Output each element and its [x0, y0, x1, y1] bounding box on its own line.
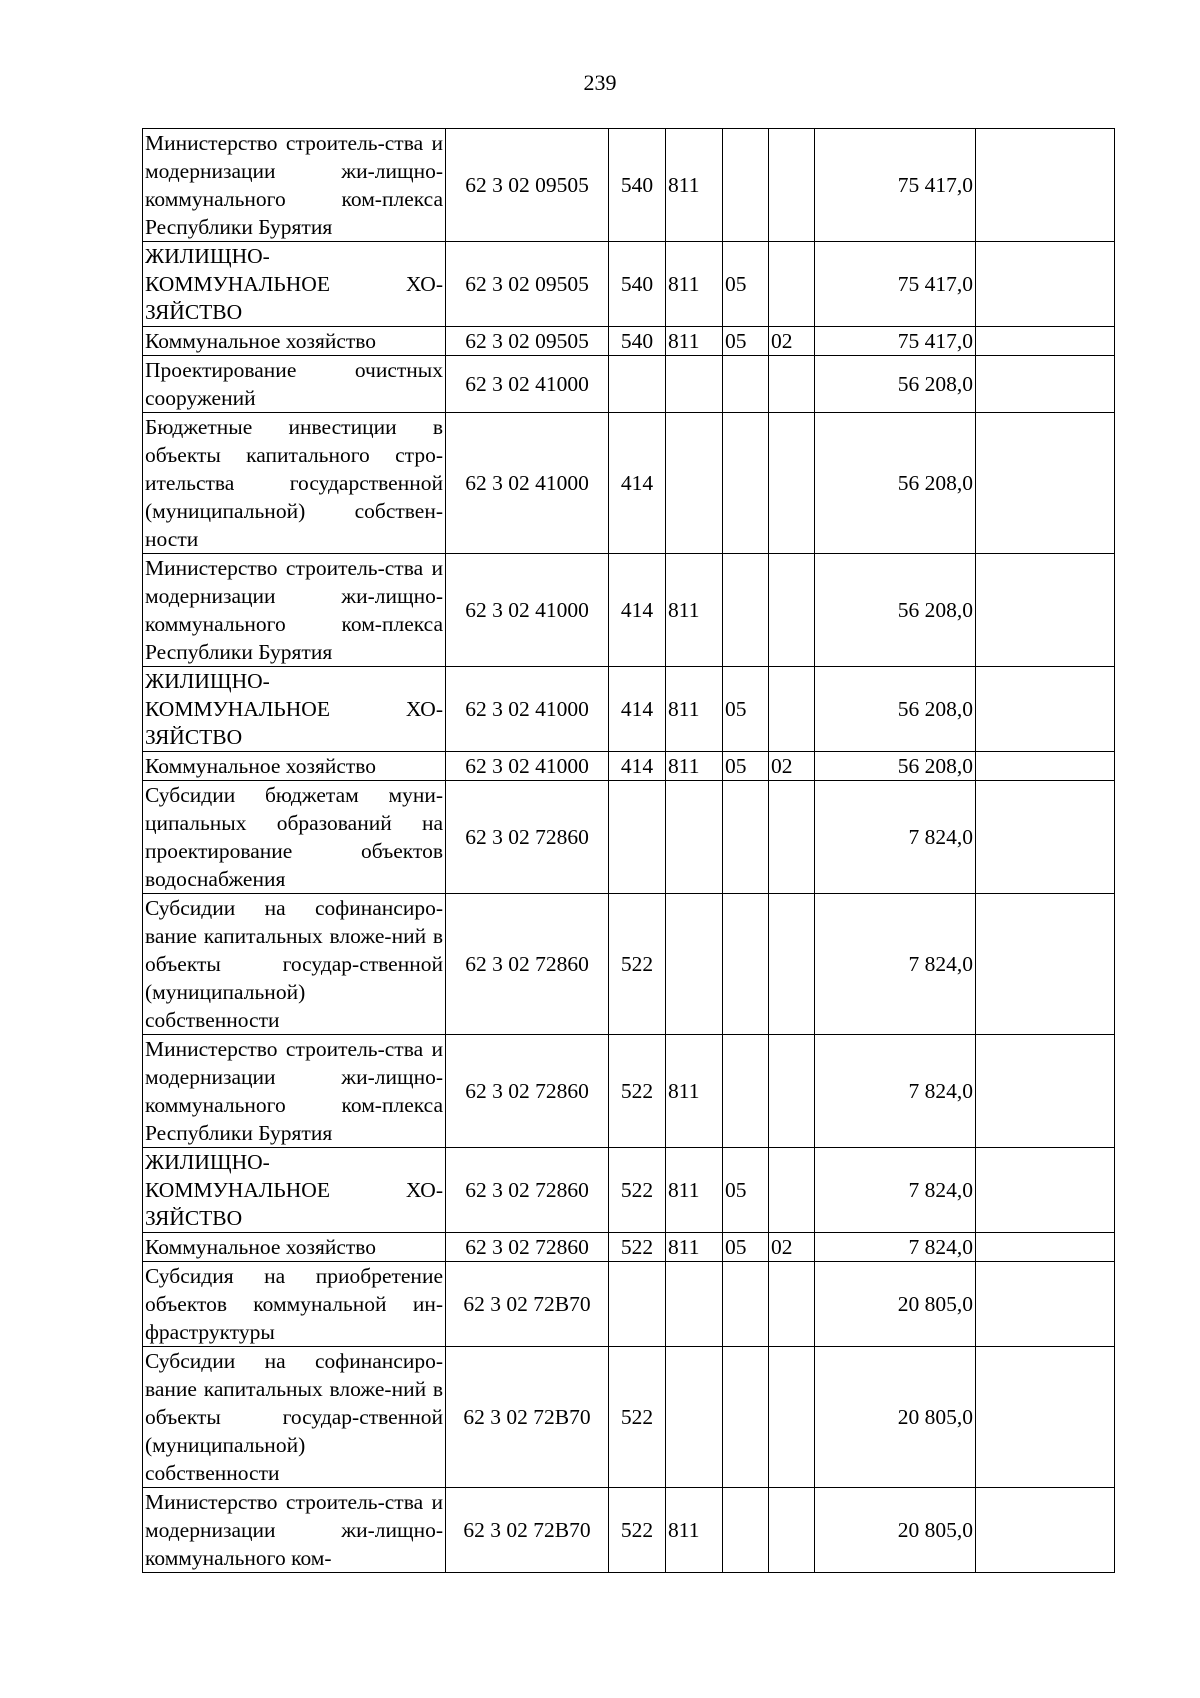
table-row: [143, 554, 1115, 667]
table-row: [143, 894, 1115, 1035]
row-amount-cell: [815, 356, 976, 413]
row-name-cell: [143, 1347, 446, 1488]
row-amount-cell: [815, 1233, 976, 1262]
row-name-cell: [143, 129, 446, 242]
cell-text: Проектирование очистных сооружений: [145, 358, 443, 410]
cell-text: 62 3 02 41000: [465, 598, 589, 622]
table-row: [143, 1347, 1115, 1488]
cell-text: 540: [620, 329, 654, 353]
row-csr-code-cell: [446, 752, 609, 781]
table-row: [143, 1262, 1115, 1347]
row-expense-type-cell: [609, 554, 666, 667]
table-row: [143, 667, 1115, 752]
row-expense-type-cell: [609, 894, 666, 1035]
cell-text: 02: [771, 329, 793, 353]
cell-text: 02: [771, 1235, 793, 1259]
cell-text: 05: [725, 754, 747, 778]
cell-text: 56 208,0: [897, 471, 973, 495]
row-amount-cell: [815, 667, 976, 752]
row-expense-type-cell: [609, 1148, 666, 1233]
row-expense-type-cell: [609, 327, 666, 356]
row-admin-code-cell: [666, 356, 723, 413]
row-subsection-cell: [769, 129, 815, 242]
cell-text: ЖИЛИЩНО-КОММУНАЛЬНОЕ ХО-ЗЯЙСТВО: [145, 669, 443, 749]
row-extra-cell: [976, 752, 1115, 781]
row-name-cell: [143, 1035, 446, 1148]
cell-text: 811: [668, 329, 700, 353]
cell-text: Коммунальное хозяйство: [145, 754, 377, 778]
cell-text: Коммунальное хозяйство: [145, 1235, 377, 1259]
row-subsection-cell: [769, 781, 815, 894]
row-expense-type-cell: [609, 1233, 666, 1262]
row-csr-code-cell: [446, 356, 609, 413]
row-expense-type-cell: [609, 1488, 666, 1573]
page-number: 239: [583, 70, 617, 95]
row-extra-cell: [976, 1233, 1115, 1262]
row-extra-cell: [976, 1148, 1115, 1233]
row-admin-code-cell: [666, 1488, 723, 1573]
row-subsection-cell: [769, 667, 815, 752]
row-extra-cell: [976, 413, 1115, 554]
cell-text: 56 208,0: [897, 697, 973, 721]
cell-text: Бюджетные инвестиции в объекты капитального стро-ительства государственной (муниципальной) собствен-ности: [145, 415, 443, 551]
row-amount-cell: [815, 129, 976, 242]
row-expense-type-cell: [609, 1035, 666, 1148]
row-expense-type-cell: [609, 413, 666, 554]
table-row: [143, 752, 1115, 781]
row-expense-type-cell: [609, 1262, 666, 1347]
row-expense-type-cell: [609, 242, 666, 327]
row-csr-code-cell: [446, 667, 609, 752]
cell-text: 62 3 02 09505: [465, 272, 589, 296]
row-admin-code-cell: [666, 129, 723, 242]
row-amount-cell: [815, 1488, 976, 1573]
row-admin-code-cell: [666, 554, 723, 667]
row-csr-code-cell: [446, 554, 609, 667]
cell-text: Коммунальное хозяйство: [145, 329, 377, 353]
table-row: [143, 327, 1115, 356]
row-amount-cell: [815, 1347, 976, 1488]
cell-text: 62 3 02 72В70: [463, 1405, 591, 1429]
row-name-cell: [143, 1233, 446, 1262]
cell-text: 7 824,0: [908, 1235, 973, 1259]
cell-text: 62 3 02 72860: [465, 825, 589, 849]
cell-text: Министерство строитель-ства и модернизации жи-лищно-коммунального ком-: [145, 1490, 443, 1570]
cell-text: Субсидии на софинансиро-вание капитальных вложе-ний в объекты государ-ственной (муниципальной) собственности: [145, 1349, 443, 1485]
row-csr-code-cell: [446, 242, 609, 327]
row-section-cell: [723, 667, 769, 752]
row-extra-cell: [976, 554, 1115, 667]
row-section-cell: [723, 1035, 769, 1148]
table-row: [143, 1233, 1115, 1262]
row-subsection-cell: [769, 752, 815, 781]
row-name-cell: [143, 242, 446, 327]
cell-text: 414: [620, 697, 654, 721]
cell-text: 62 3 02 41000: [465, 697, 589, 721]
cell-text: 75 417,0: [897, 329, 973, 353]
row-subsection-cell: [769, 356, 815, 413]
cell-text: 05: [725, 272, 747, 296]
row-name-cell: [143, 781, 446, 894]
row-extra-cell: [976, 667, 1115, 752]
cell-text: 522: [620, 1235, 654, 1259]
row-subsection-cell: [769, 1262, 815, 1347]
cell-text: Министерство строитель-ства и модернизации жи-лищно-коммунального ком-плекса Республики Бурятия: [145, 1037, 443, 1145]
cell-text: 522: [620, 1178, 654, 1202]
row-name-cell: [143, 327, 446, 356]
cell-text: 540: [620, 272, 654, 296]
row-name-cell: [143, 667, 446, 752]
row-admin-code-cell: [666, 1035, 723, 1148]
row-admin-code-cell: [666, 1148, 723, 1233]
row-subsection-cell: [769, 242, 815, 327]
cell-text: 62 3 02 09505: [465, 173, 589, 197]
row-subsection-cell: [769, 1233, 815, 1262]
cell-text: 811: [668, 598, 700, 622]
row-extra-cell: [976, 356, 1115, 413]
row-section-cell: [723, 1233, 769, 1262]
table-row: [143, 1148, 1115, 1233]
row-section-cell: [723, 894, 769, 1035]
cell-text: 811: [668, 1178, 700, 1202]
row-subsection-cell: [769, 327, 815, 356]
row-name-cell: [143, 554, 446, 667]
row-section-cell: [723, 1262, 769, 1347]
cell-text: 811: [668, 272, 700, 296]
row-section-cell: [723, 752, 769, 781]
cell-text: 62 3 02 72860: [465, 1178, 589, 1202]
row-expense-type-cell: [609, 129, 666, 242]
cell-text: 62 3 02 09505: [465, 329, 589, 353]
row-amount-cell: [815, 1035, 976, 1148]
cell-text: Субсидии бюджетам муни-ципальных образований на проектирование объектов водоснабжения: [145, 783, 443, 891]
row-extra-cell: [976, 327, 1115, 356]
cell-text: 811: [668, 754, 700, 778]
row-subsection-cell: [769, 1148, 815, 1233]
row-extra-cell: [976, 1488, 1115, 1573]
cell-text: 62 3 02 41000: [465, 471, 589, 495]
row-admin-code-cell: [666, 752, 723, 781]
cell-text: 56 208,0: [897, 754, 973, 778]
row-csr-code-cell: [446, 894, 609, 1035]
cell-text: Министерство строитель-ства и модернизации жи-лищно-коммунального ком-плекса Республики Бурятия: [145, 131, 443, 239]
table-row: [143, 413, 1115, 554]
row-subsection-cell: [769, 1488, 815, 1573]
row-csr-code-cell: [446, 1488, 609, 1573]
budget-table: [142, 128, 1115, 1573]
table-row: [143, 781, 1115, 894]
row-section-cell: [723, 129, 769, 242]
cell-text: 62 3 02 72860: [465, 1235, 589, 1259]
cell-text: 811: [668, 1079, 700, 1103]
cell-text: 62 3 02 72В70: [463, 1518, 591, 1542]
table-row: [143, 129, 1115, 242]
row-csr-code-cell: [446, 129, 609, 242]
cell-text: 02: [771, 754, 793, 778]
row-expense-type-cell: [609, 1347, 666, 1488]
row-section-cell: [723, 413, 769, 554]
cell-text: 62 3 02 72860: [465, 1079, 589, 1103]
row-csr-code-cell: [446, 1347, 609, 1488]
row-amount-cell: [815, 1148, 976, 1233]
cell-text: 56 208,0: [897, 598, 973, 622]
cell-text: Субсидии на софинансиро-вание капитальных вложе-ний в объекты государ-ственной (муниципальной) собственности: [145, 896, 443, 1032]
cell-text: Субсидия на приобретение объектов коммунальной ин-фраструктуры: [145, 1264, 443, 1344]
cell-text: 7 824,0: [908, 1178, 973, 1202]
cell-text: 62 3 02 72860: [465, 952, 589, 976]
cell-text: 20 805,0: [897, 1292, 973, 1316]
cell-text: 56 208,0: [897, 372, 973, 396]
budget-table-body: [143, 129, 1115, 1573]
row-csr-code-cell: [446, 1233, 609, 1262]
row-name-cell: [143, 413, 446, 554]
row-section-cell: [723, 327, 769, 356]
cell-text: 414: [620, 598, 654, 622]
cell-text: 414: [620, 471, 654, 495]
cell-text: 75 417,0: [897, 272, 973, 296]
cell-text: 811: [668, 697, 700, 721]
row-section-cell: [723, 1148, 769, 1233]
row-name-cell: [143, 1148, 446, 1233]
cell-text: 05: [725, 329, 747, 353]
row-admin-code-cell: [666, 894, 723, 1035]
row-admin-code-cell: [666, 1262, 723, 1347]
cell-text: 7 824,0: [908, 825, 973, 849]
row-csr-code-cell: [446, 327, 609, 356]
cell-text: ЖИЛИЩНО-КОММУНАЛЬНОЕ ХО-ЗЯЙСТВО: [145, 1150, 443, 1230]
row-amount-cell: [815, 894, 976, 1035]
row-admin-code-cell: [666, 1347, 723, 1488]
cell-text: 522: [620, 1518, 654, 1542]
row-name-cell: [143, 1488, 446, 1573]
cell-text: 05: [725, 697, 747, 721]
row-admin-code-cell: [666, 413, 723, 554]
row-section-cell: [723, 781, 769, 894]
row-section-cell: [723, 356, 769, 413]
row-csr-code-cell: [446, 1262, 609, 1347]
cell-text: 05: [725, 1235, 747, 1259]
row-amount-cell: [815, 1262, 976, 1347]
cell-text: 20 805,0: [897, 1405, 973, 1429]
row-expense-type-cell: [609, 781, 666, 894]
row-name-cell: [143, 356, 446, 413]
cell-text: 522: [620, 952, 654, 976]
row-csr-code-cell: [446, 1035, 609, 1148]
cell-text: 540: [620, 173, 654, 197]
row-expense-type-cell: [609, 356, 666, 413]
row-section-cell: [723, 242, 769, 327]
row-amount-cell: [815, 554, 976, 667]
cell-text: 62 3 02 41000: [465, 754, 589, 778]
cell-text: 62 3 02 72В70: [463, 1292, 591, 1316]
row-extra-cell: [976, 1262, 1115, 1347]
row-admin-code-cell: [666, 242, 723, 327]
cell-text: Министерство строитель-ства и модернизации жи-лищно-коммунального ком-плекса Республики Бурятия: [145, 556, 443, 664]
row-amount-cell: [815, 242, 976, 327]
row-subsection-cell: [769, 1035, 815, 1148]
row-extra-cell: [976, 781, 1115, 894]
cell-text: 522: [620, 1405, 654, 1429]
row-admin-code-cell: [666, 667, 723, 752]
cell-text: ЖИЛИЩНО-КОММУНАЛЬНОЕ ХО-ЗЯЙСТВО: [145, 244, 443, 324]
cell-text: 75 417,0: [897, 173, 973, 197]
row-amount-cell: [815, 327, 976, 356]
cell-text: 62 3 02 41000: [465, 372, 589, 396]
row-name-cell: [143, 752, 446, 781]
row-admin-code-cell: [666, 1233, 723, 1262]
row-name-cell: [143, 1262, 446, 1347]
cell-text: 7 824,0: [908, 1079, 973, 1103]
row-extra-cell: [976, 242, 1115, 327]
row-amount-cell: [815, 752, 976, 781]
row-section-cell: [723, 1488, 769, 1573]
cell-text: 7 824,0: [908, 952, 973, 976]
cell-text: 811: [668, 1235, 700, 1259]
row-name-cell: [143, 894, 446, 1035]
cell-text: 811: [668, 173, 700, 197]
table-row: [143, 356, 1115, 413]
cell-text: 20 805,0: [897, 1518, 973, 1542]
row-subsection-cell: [769, 1347, 815, 1488]
row-extra-cell: [976, 1347, 1115, 1488]
row-amount-cell: [815, 781, 976, 894]
table-row: [143, 242, 1115, 327]
row-extra-cell: [976, 129, 1115, 242]
row-section-cell: [723, 554, 769, 667]
row-expense-type-cell: [609, 667, 666, 752]
row-csr-code-cell: [446, 781, 609, 894]
cell-text: 522: [620, 1079, 654, 1103]
cell-text: 811: [668, 1518, 700, 1542]
cell-text: 414: [620, 754, 654, 778]
row-csr-code-cell: [446, 413, 609, 554]
cell-text: 05: [725, 1178, 747, 1202]
row-subsection-cell: [769, 413, 815, 554]
row-extra-cell: [976, 894, 1115, 1035]
row-subsection-cell: [769, 554, 815, 667]
table-row: [143, 1488, 1115, 1573]
row-expense-type-cell: [609, 752, 666, 781]
row-admin-code-cell: [666, 327, 723, 356]
row-section-cell: [723, 1347, 769, 1488]
row-csr-code-cell: [446, 1148, 609, 1233]
table-row: [143, 1035, 1115, 1148]
row-amount-cell: [815, 413, 976, 554]
row-subsection-cell: [769, 894, 815, 1035]
row-extra-cell: [976, 1035, 1115, 1148]
row-admin-code-cell: [666, 781, 723, 894]
